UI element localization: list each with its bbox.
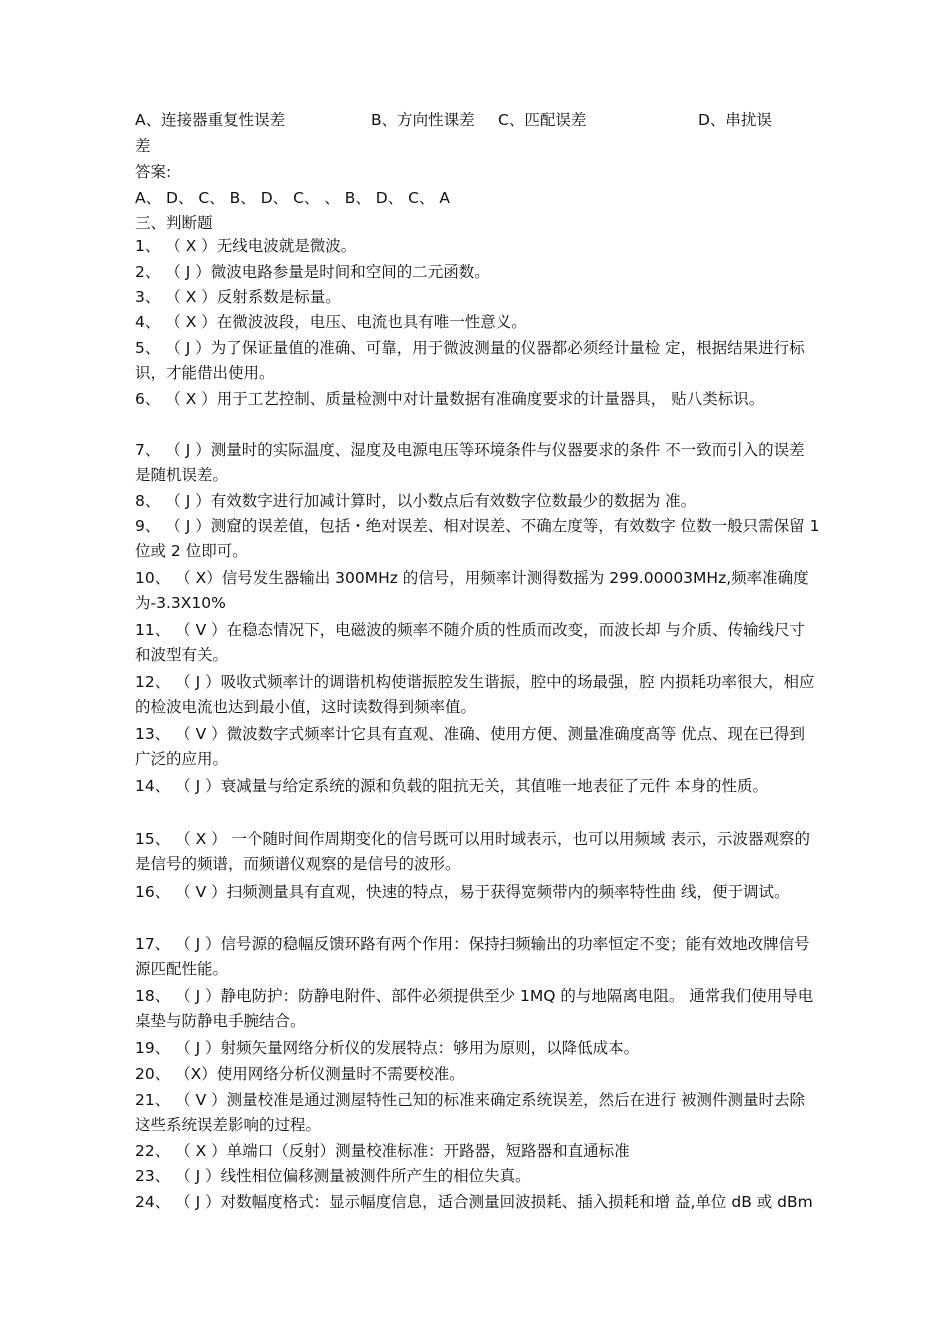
judgement-item-13: 13、 （ V ）微波数字式频率计它具有直观、准确、使用方便、测量准确度髙等 优点、现在已得到广泛的应用。 [135, 725, 806, 768]
judgement-item-19: 19、 （ J ）射频矢量网络分析仪的发展特点：够用为原则，以降低成本。 [135, 1039, 640, 1057]
judgement-item-11: 11、 （ V ）在稳态情况下，电磁波的频率不随介质的性质而改变，而波长却 与介质、传输线尺寸和波型有关。 [135, 621, 806, 664]
judgement-item-21: 21、 （ V ）测量校准是通过测屋特性己知的标准来确定系统误差，然后在进行 被测件测量时去除这些系统误差影响的过程。 [135, 1091, 806, 1134]
judgement-item-6: 6、 （ X ）用于工艺控制、质量检测中对计量数据有准确度要求的计量器具， 贴八类标识。 [135, 390, 765, 408]
section-title: 三、判断题 [135, 214, 213, 232]
judgement-item-7: 7、 （ J ）测量时的实际温度、湿度及电源电压等环境条件与仪器要求的条件 不一致而引入的误差是随机误差。 [135, 441, 805, 484]
judgement-item-23: 23、 （ J ）线性相位偏移测量被测件所产生的相位失真。 [135, 1167, 531, 1185]
judgement-item-15: 15、 （ X ） 一个随时间作周期变化的信号既可以用时域表示，也可以用频域 表示，示波器观察的是信号的频谱，而频谱仪观察的是信号的波形。 [135, 830, 810, 873]
judgement-item-14: 14、 （ J ）衰减量与给定系统的源和负载的阻抗无关，其值唯一地表征了元件 本身的性质。 [135, 777, 769, 795]
judgement-item-16: 16、 （ V ）扫频测量具有直观，快速的特点，易于获得宽频带内的频率特性曲 线，便于调试。 [135, 883, 790, 901]
option-b: B、方向性课差 [371, 111, 475, 129]
answer-label: 答案: [135, 163, 172, 181]
judgement-item-12: 12、 （ J ）吸收式频率计的调谐机构使谐振腔发生谐振，腔中的场最强，腔 内损耗功率很大，相应的检波电流也达到最小值，这时读数得到频率值。 [135, 673, 815, 716]
option-c: C、匹配误差 [498, 111, 587, 129]
judgement-item-17: 17、 （ J ）信号源的稳幅反馈环路有两个作用：保持扫频输出的功率恒定不变；能有效地改牌信号源匹配性能。 [135, 935, 810, 978]
option-d: D、串扰误 [698, 111, 772, 129]
answer-list: A、 D、 C、 B、 D、 C、 、 B、 D、 C、 A [135, 189, 451, 207]
judgement-item-2: 2、 （ J ）微波电路参量是时间和空间的二元函数。 [135, 263, 490, 281]
option-d-continuation: 差 [135, 137, 151, 155]
judgement-item-20: 20、 （X）使用网络分析仪测量时不需要校准。 [135, 1065, 465, 1083]
judgement-item-10: 10、 （ X）信号发生器输出 300MHz 的信号，用频率计测得数摇为 299.00003MHz,频率准确度为-3.3X10% [135, 569, 809, 612]
judgement-item-4: 4、 （ X ）在微波波段，电压、电流也具有唯一性意义。 [135, 313, 527, 331]
judgement-item-5: 5、 （ J ）为了保证量值的准确、可靠，用于微波测量的仪器都必须经计量检 定，根据结果进行标识，才能借出使用。 [135, 339, 805, 382]
judgement-item-1: 1、 （ X ）无线电波就是微波。 [135, 237, 357, 255]
judgement-item-9: 9、 （ J ）测窟的误差值，包括・绝对误差、相对误差、不确左度等，有效数字 位数一般只需保留 1 位或 2 位即可。 [135, 517, 820, 560]
judgement-item-18: 18、 （ J ）静电防护：防静电附件、部件必须提供至少 1MQ 的与地隔离电阻。 通常我们使用导电桌垫与防静电手腕结合。 [135, 987, 814, 1030]
judgement-item-8: 8、 （ J ）有效数字进行加减计算时，以小数点后有效数字位数最少的数据为 准。 [135, 492, 697, 510]
judgement-item-22: 22、 （ X ）单端口（反射）测量校准标准：开路器，短路器和直通标准 [135, 1142, 630, 1160]
judgement-item-24: 24、 （ J ）对数幅度格式：显示幅度信息，适合测量回波损耗、插入损耗和增 益,单位 dB 或 dBm [135, 1193, 813, 1211]
option-a: A、连接器重复性误差 [135, 111, 286, 129]
judgement-item-3: 3、 （ X ）反射系数是标量。 [135, 288, 341, 306]
